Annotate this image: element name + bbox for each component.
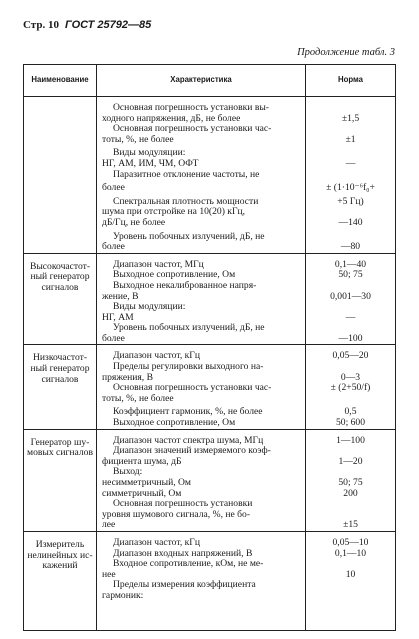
norm-value [306, 302, 395, 313]
norm-value: 50; 600 [335, 418, 366, 429]
characteristic-line: НГ, АМ [102, 312, 134, 323]
characteristic-line: НГ, АМ, ИМ, ЧМ, ОФТ [102, 158, 199, 169]
characteristic-line: Пределы регулировки выходного на- [113, 362, 264, 373]
page-number: Стр. 10 [23, 19, 59, 31]
norm-value [306, 446, 395, 457]
row-name-line: мовых сигналов [27, 448, 93, 459]
spec-table [23, 64, 396, 631]
row-name-cell [24, 253, 97, 345]
characteristic-cell [97, 97, 306, 254]
characteristic-line: Уровень побочных излучений, дБ, не [113, 323, 265, 334]
norm-value [306, 580, 395, 591]
norm-value [306, 510, 395, 521]
norm-value [306, 148, 395, 159]
norm-value: —140 [338, 217, 363, 228]
norm-value: 0,1—40 [334, 259, 367, 270]
norm-value: 10 [345, 569, 356, 580]
characteristic-line: Основная погрешность установки вы- [113, 103, 270, 113]
norm-value: ± (1·10⁻⁶f₀+ [326, 183, 375, 194]
norm-cell [306, 97, 396, 254]
norm-value [306, 323, 395, 334]
characteristic-line: Виды модуляции: [113, 302, 186, 313]
row-name-line: Генератор шу- [30, 437, 90, 448]
row-name-cell [24, 531, 97, 630]
characteristic-line: Уровень побочных излучений, дБ, не [113, 231, 265, 242]
table-row [24, 345, 396, 429]
row-name-cell [24, 345, 97, 429]
characteristic-line: Основная погрешность установки [113, 499, 253, 510]
column-header-name: Наименование [24, 65, 97, 97]
characteristic-line: симметричный, Ом [102, 488, 182, 499]
characteristic-line: Выходное некалиброванное напря- [113, 280, 257, 291]
norm-value: 200 [343, 488, 358, 499]
characteristic-cell [97, 531, 306, 630]
characteristic-line: Диапазон частот, кГц [113, 351, 200, 362]
norm-value [306, 170, 395, 181]
norm-value [306, 394, 395, 405]
table-row [24, 253, 396, 345]
norm-value: 0,05—10 [332, 537, 369, 548]
norm-value [306, 591, 395, 602]
characteristic-line: Диапазон входных напряжений, В [113, 548, 253, 559]
characteristic-line: Выход: [113, 467, 143, 478]
row-name-line: нелинейных ис- [27, 550, 93, 561]
norm-value: ±1 [345, 134, 356, 145]
row-name-line: сигналов [41, 374, 79, 385]
norm-value: 0,001—30 [330, 291, 371, 302]
characteristic-cell [97, 429, 306, 531]
table-continuation-label: Продолжение табл. 3 [297, 47, 395, 58]
norm-value [306, 103, 395, 114]
norm-value: ±15 [343, 520, 358, 531]
norm-value: 1—20 [338, 456, 363, 467]
table-row [24, 97, 396, 254]
characteristic-line: уровня шумового сигнала, %, не бо- [102, 509, 251, 520]
norm-cell [306, 253, 396, 345]
characteristic-line: Выходное сопротивление, Ом [113, 270, 236, 281]
norm-value: +5 Гц) [337, 196, 364, 207]
characteristic-line: тоты, %, не более [102, 134, 174, 145]
norm-value: 0,1—10 [334, 548, 367, 559]
norm-value [306, 499, 395, 510]
characteristic-cell [97, 253, 306, 345]
norm-value [306, 362, 395, 373]
norm-value: 50; 75 [338, 270, 363, 281]
characteristic-line: Диапазон частот, МГц [113, 259, 204, 270]
characteristic-line: лее [102, 520, 116, 531]
row-name-line: Низкочастот- [32, 353, 88, 364]
row-name-cell [24, 97, 97, 254]
row-name-line: кажений [42, 561, 78, 572]
norm-value: 50; 75 [338, 478, 363, 488]
characteristic-line: Диапазон частот, кГц [113, 537, 200, 548]
characteristic-line: Выходное сопротивление, Ом [113, 418, 236, 429]
row-name-cell [24, 429, 97, 531]
characteristic-line: дБ/Гц, не более [102, 217, 166, 228]
norm-value [306, 124, 395, 135]
characteristic-line: тоты, %, не более [102, 393, 174, 404]
table-header-row [24, 65, 396, 97]
characteristic-line: ходного напряжения, дБ, не более [102, 113, 241, 124]
column-header-characteristic: Характеристика [97, 65, 306, 97]
norm-cell [306, 345, 396, 429]
row-name-line: сигналов [41, 282, 79, 293]
characteristic-cell [97, 345, 306, 429]
norm-cell [306, 429, 396, 531]
characteristic-line: пряжения, В [102, 372, 153, 383]
characteristic-line: Спектральная плотность мощности [113, 196, 259, 207]
row-name-line: ный генератор [30, 364, 90, 375]
characteristic-line: более [102, 333, 125, 344]
characteristic-line: шума при отстройке на 10(20) кГц, [102, 207, 246, 218]
table-row [24, 429, 396, 531]
characteristic-line: Диапазон значений измеряемого коэф- [113, 446, 271, 457]
characteristic-line: более [102, 242, 125, 253]
norm-cell [306, 531, 396, 630]
characteristic-line: нее [102, 569, 116, 580]
norm-value [306, 559, 395, 570]
characteristic-line: несимметричный, Ом [102, 478, 192, 488]
page-header [23, 19, 151, 31]
norm-value: — [345, 158, 356, 169]
characteristic-line: жение, В [102, 291, 139, 302]
characteristic-line: Диапазон частот спектра шума, МГц [113, 435, 264, 446]
row-name-line: ный генератор [30, 272, 90, 283]
characteristic-line: более [102, 183, 125, 194]
norm-value: 0—3 [340, 372, 361, 383]
characteristic-line: Основная погрешность установки час- [113, 124, 272, 135]
norm-value [306, 232, 395, 243]
characteristic-line: Входное сопротивление, кОм, не ме- [113, 559, 264, 570]
characteristic-line: Виды модуляции: [113, 148, 186, 159]
norm-value: ±1,5 [341, 113, 360, 124]
row-name-line: Высокочастот- [29, 261, 91, 272]
characteristic-line: Коэффициент гармоник, %, не более [113, 407, 263, 418]
norm-value [306, 467, 395, 478]
norm-value [306, 207, 395, 218]
norm-value: — [345, 312, 356, 323]
norm-value: 0,05—20 [332, 351, 369, 362]
table-row [24, 531, 396, 630]
characteristic-line: Основная погрешность установки час- [113, 383, 272, 394]
norm-value: 1—100 [336, 435, 365, 446]
characteristic-line: гармоник: [102, 590, 144, 601]
norm-value: —100 [338, 333, 363, 344]
row-name-line: Измеритель [35, 539, 85, 550]
characteristic-line: Паразитное отклонение частоты, не [113, 169, 260, 180]
norm-value [306, 281, 395, 292]
norm-value: ± (2+50/f) [330, 383, 371, 394]
characteristic-line: фициента шума, дБ [102, 456, 182, 467]
column-header-norm: Норма [306, 65, 396, 97]
characteristic-line: Пределы измерения коэффициента [113, 580, 256, 591]
norm-value: 0,5 [344, 407, 357, 418]
gost-number: ГОСТ 25792—85 [64, 19, 152, 31]
norm-value: —80 [340, 242, 361, 253]
